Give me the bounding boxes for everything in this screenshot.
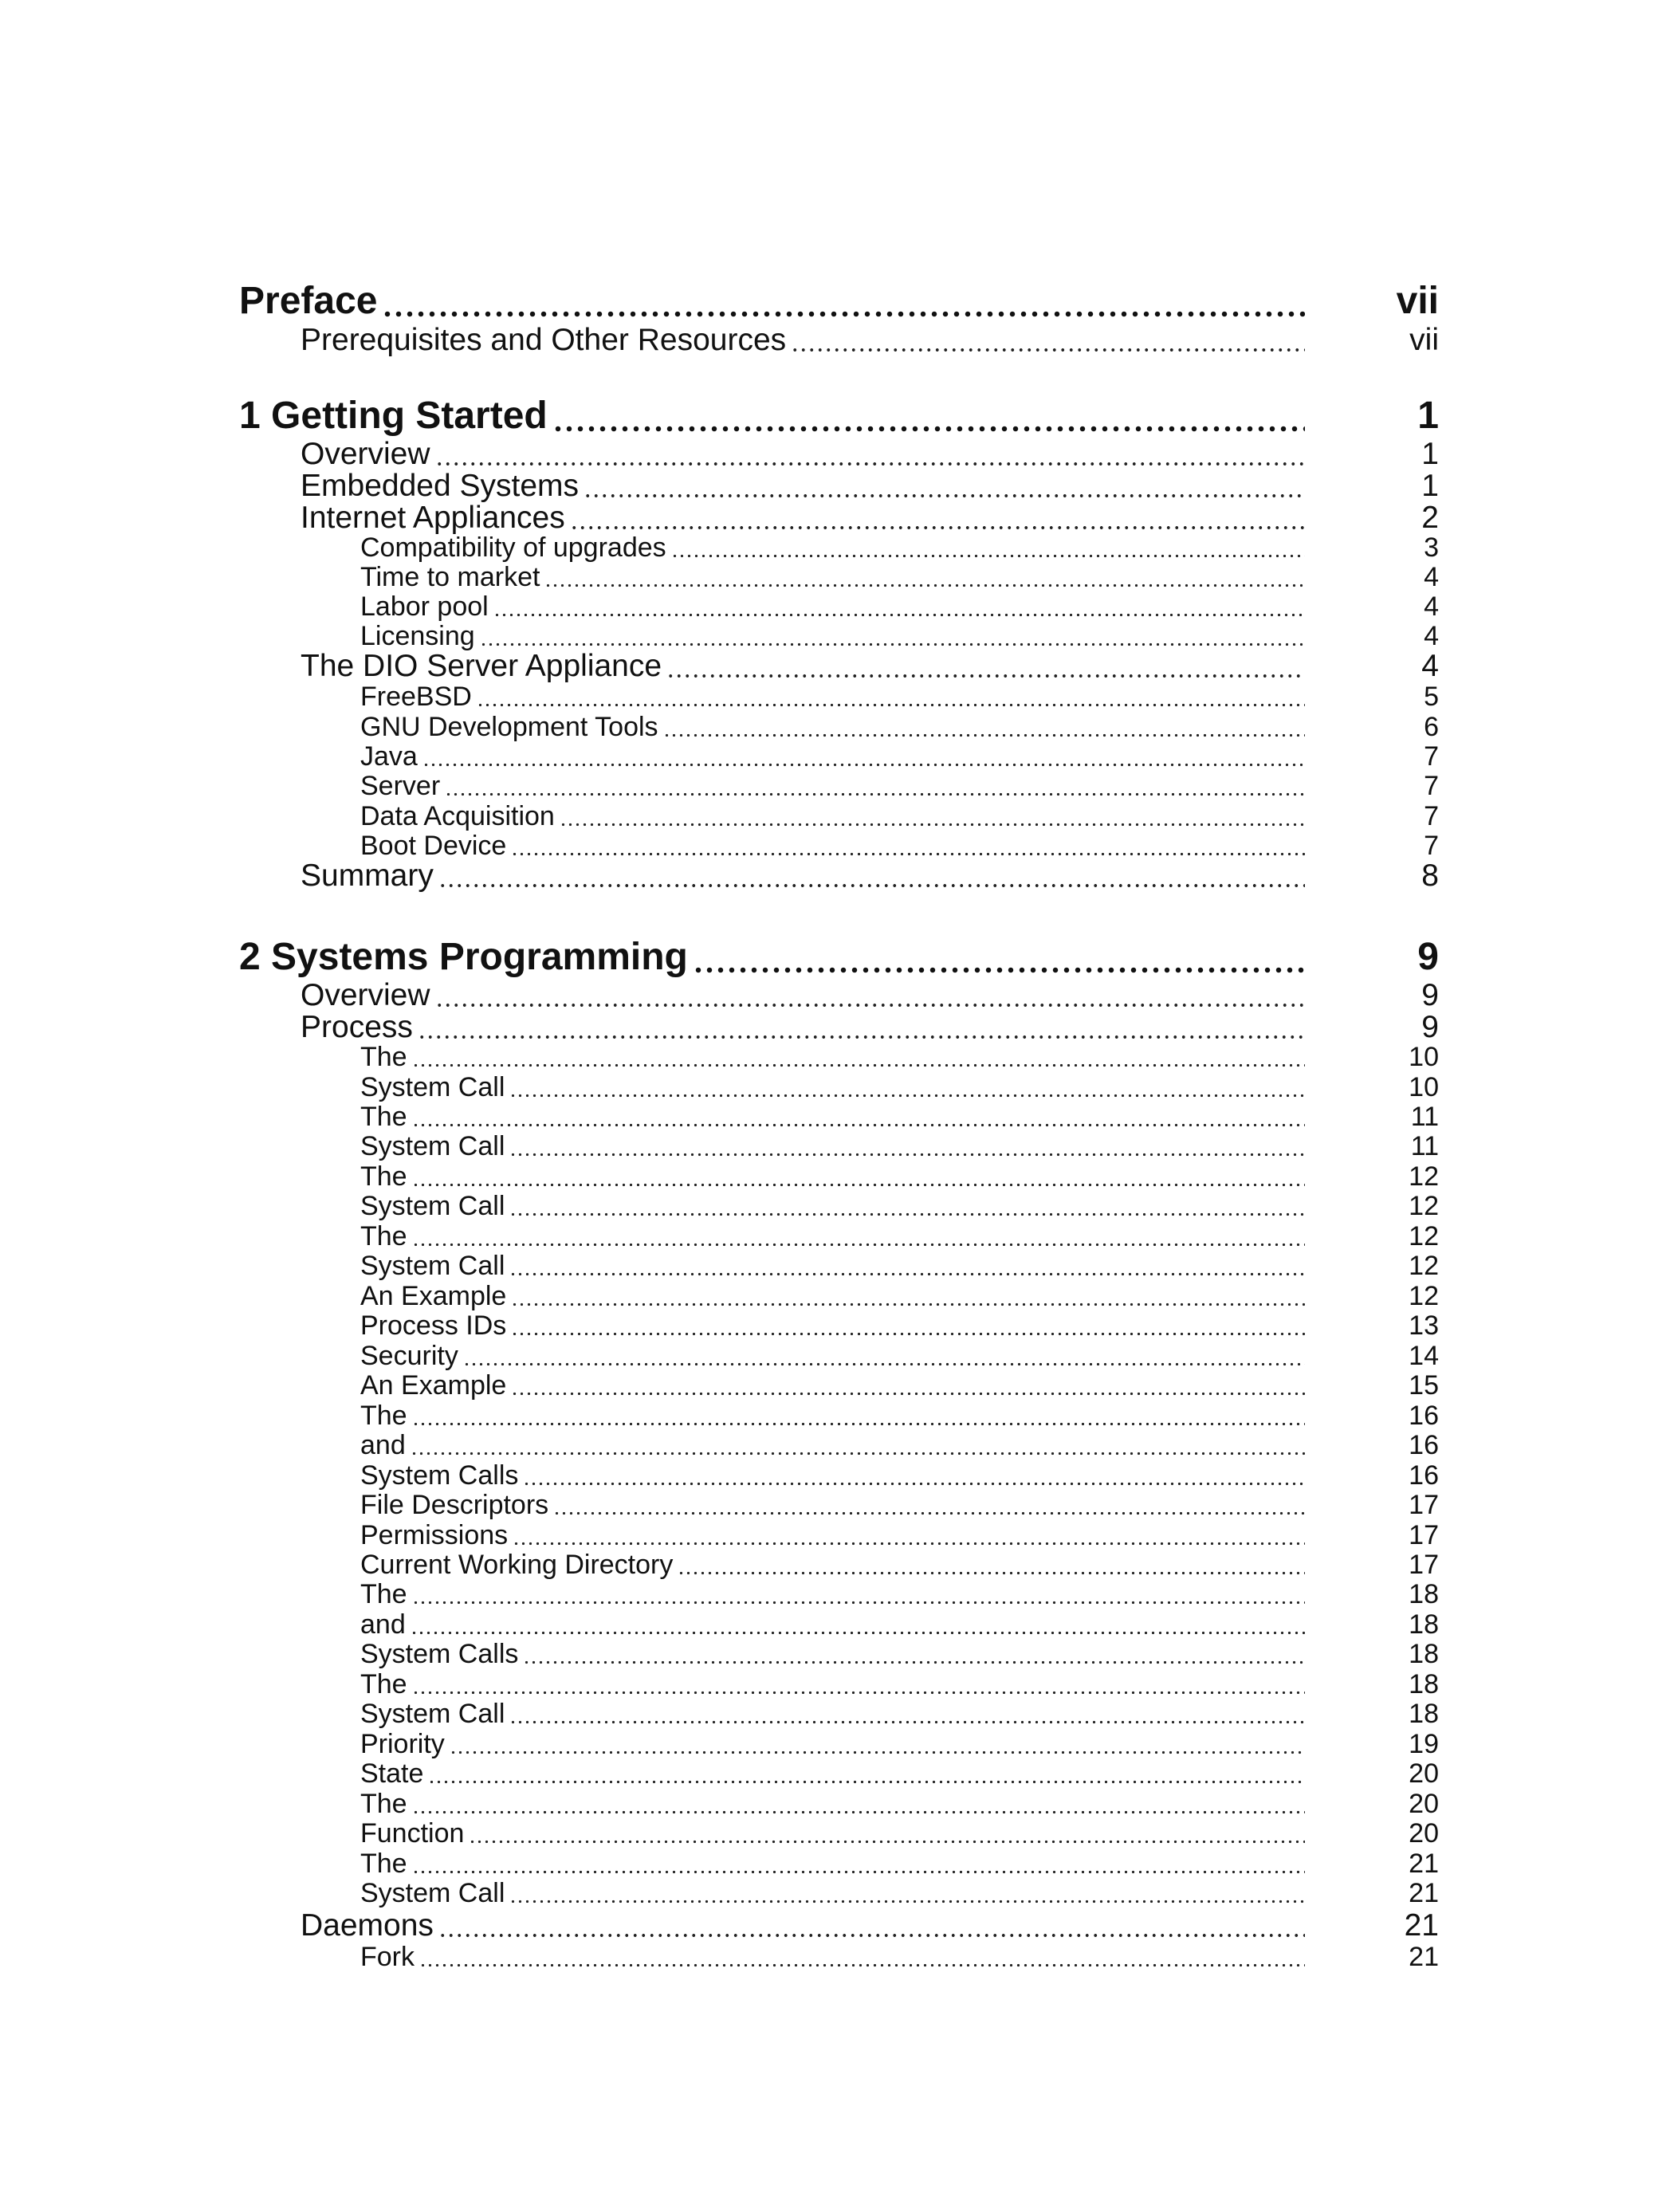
toc-entry-page-number: 5 — [1424, 682, 1439, 712]
leader-dots — [570, 525, 1305, 530]
toc-entry-page-number: 21 — [1409, 1878, 1439, 1908]
toc-entry-page-number: 7 — [1424, 741, 1439, 772]
toc-entry-title: System Call — [360, 1251, 505, 1281]
toc-entry-page-number: 3 — [1424, 532, 1439, 563]
toc-entry-page-number: 7 — [1424, 831, 1439, 861]
toc-entry-page-number: 17 — [1409, 1520, 1439, 1550]
leader-dots — [666, 674, 1305, 678]
toc-entry-process-ids[interactable] — [360, 1309, 1439, 1341]
toc-entry-the[interactable] — [360, 1668, 1439, 1699]
toc-entry-title: An Example — [360, 1281, 507, 1311]
leader-dots — [693, 967, 1305, 973]
toc-entry-title: System Call — [360, 1131, 505, 1161]
leader-dots — [469, 1840, 1305, 1844]
toc-entry-title: System Call — [360, 1191, 505, 1221]
toc-entry-page-number: 11 — [1410, 1102, 1439, 1132]
toc-entry-compatibility-of-upgrades[interactable] — [360, 531, 1439, 563]
toc-entry-process[interactable] — [301, 1008, 1439, 1044]
toc-entry-page-number: 20 — [1409, 1758, 1439, 1789]
toc-entry-system-calls[interactable] — [360, 1637, 1439, 1669]
toc-entry-state[interactable] — [360, 1757, 1439, 1789]
toc-entry-title: Server — [360, 771, 441, 801]
toc-entry-title: The DIO Server Appliance — [301, 649, 662, 683]
leader-dots — [463, 1362, 1305, 1366]
toc-entry-and[interactable] — [360, 1428, 1439, 1460]
toc-entry-page-number: 9 — [1421, 1010, 1439, 1044]
toc-entry-page-number: 7 — [1424, 801, 1439, 831]
toc-entry-title: State — [360, 1758, 424, 1789]
toc-entry-page-number: 10 — [1409, 1072, 1439, 1102]
toc-entry-system-call[interactable] — [360, 1697, 1439, 1729]
toc-entry-system-call[interactable] — [360, 1876, 1439, 1908]
toc-entry-title: FreeBSD — [360, 682, 472, 712]
toc-entry-title: Process — [301, 1010, 413, 1044]
toc-entry-the[interactable] — [360, 1847, 1439, 1879]
toc-entry-time-to-market[interactable] — [360, 560, 1439, 592]
toc-entry-title: Internet Appliances — [301, 501, 565, 535]
leader-dots — [412, 1123, 1305, 1127]
leader-dots — [511, 1392, 1305, 1396]
toc-entry-licensing[interactable] — [360, 619, 1439, 651]
leader-dots — [412, 1063, 1305, 1067]
toc-entry-title: The — [360, 1669, 407, 1699]
leader-dots — [791, 348, 1305, 352]
toc-entry-title: Daemons — [301, 1908, 434, 1943]
toc-entry-page-number: 21 — [1404, 1908, 1439, 1943]
toc-entry-title: System Call — [360, 1072, 505, 1102]
leader-dots — [509, 1272, 1305, 1276]
toc-entry-title: and — [360, 1430, 406, 1460]
toc-entry-internet-appliances[interactable] — [301, 498, 1439, 535]
toc-entry-the[interactable] — [360, 1787, 1439, 1819]
toc-entry-overview[interactable] — [301, 434, 1439, 471]
toc-entry-title: Overview — [301, 437, 430, 471]
toc-entry-page-number: 18 — [1409, 1609, 1439, 1640]
toc-entry-title: Embedded Systems — [301, 469, 580, 503]
toc-entry-java[interactable] — [360, 740, 1439, 772]
toc-entry-the[interactable] — [360, 1399, 1439, 1431]
toc-entry-page-number: 2 — [1421, 501, 1439, 535]
toc-entry-system-call[interactable] — [360, 1249, 1439, 1281]
leader-dots — [553, 1511, 1305, 1515]
toc-entry-overview[interactable] — [301, 976, 1439, 1012]
leader-dots — [560, 823, 1305, 827]
toc-entry-title: Boot Device — [360, 831, 507, 861]
toc-entry-page-number: 20 — [1409, 1789, 1439, 1819]
toc-chapter-2-systems-programming[interactable] — [239, 932, 1439, 978]
toc-entry-title: The — [360, 1102, 407, 1132]
toc-entry-page-number: 12 — [1409, 1251, 1439, 1281]
toc-entry-title: The — [360, 1161, 407, 1192]
leader-dots — [544, 583, 1305, 587]
leader-dots — [422, 763, 1305, 767]
toc-entry-page-number: 12 — [1409, 1191, 1439, 1221]
toc-entry-security[interactable] — [360, 1339, 1439, 1371]
toc-entry-page-number: 17 — [1409, 1550, 1439, 1580]
toc-entry-title: Time to market — [360, 562, 540, 592]
toc-entry-the-dio-server-appliance[interactable] — [301, 646, 1439, 683]
toc-entry-embedded-systems[interactable] — [301, 466, 1439, 503]
toc-chapter-1-getting-started[interactable] — [239, 391, 1439, 437]
leader-dots — [523, 1482, 1305, 1486]
toc-entry-page-number: 9 — [1417, 936, 1439, 978]
toc-entry-title: 1 Getting Started — [239, 395, 548, 437]
toc-entry-title: System Calls — [360, 1460, 519, 1491]
toc-entry-prerequisites-and-other-resources[interactable] — [301, 320, 1439, 357]
toc-entry-page-number: 21 — [1409, 1942, 1439, 1972]
toc-entry-the[interactable] — [360, 1040, 1439, 1072]
toc-entry-title: The — [360, 1789, 407, 1819]
toc-entry-page-number: 13 — [1409, 1310, 1439, 1341]
toc-entry-page-number: 9 — [1421, 978, 1439, 1012]
toc-entry-title: Preface — [239, 280, 378, 322]
toc-entry-page-number: 4 — [1424, 562, 1439, 592]
toc-entry-title: Process IDs — [360, 1310, 507, 1341]
toc-entry-gnu-development-tools[interactable] — [360, 710, 1439, 742]
leader-dots — [411, 1631, 1305, 1635]
leader-dots — [509, 1212, 1305, 1216]
toc-entry-and[interactable] — [360, 1608, 1439, 1640]
leader-dots — [450, 1750, 1305, 1754]
toc-entry-page-number: 19 — [1409, 1729, 1439, 1759]
toc-entry-function[interactable] — [360, 1817, 1439, 1849]
toc-entry-an-example[interactable] — [360, 1369, 1439, 1401]
toc-entry-title: The — [360, 1849, 407, 1879]
leader-dots — [411, 1452, 1305, 1456]
toc-entry-title: Labor pool — [360, 591, 489, 622]
toc-entry-page-number: 6 — [1424, 712, 1439, 742]
toc-entry-title: Function — [360, 1818, 465, 1849]
toc-entry-title: Compatibility of upgrades — [360, 532, 666, 563]
toc-entry-title: Java — [360, 741, 418, 772]
leader-dots — [523, 1660, 1305, 1664]
toc-entry-page-number: 16 — [1409, 1401, 1439, 1431]
toc-entry-title: Data Acquisition — [360, 801, 555, 831]
leader-dots — [513, 1542, 1305, 1546]
leader-dots — [445, 792, 1305, 796]
leader-dots — [663, 733, 1305, 737]
leader-dots — [509, 1900, 1305, 1904]
toc-entry-page-number: 14 — [1409, 1341, 1439, 1371]
toc-entry-page-number: 17 — [1409, 1490, 1439, 1520]
toc-entry-fork[interactable] — [360, 1940, 1439, 1972]
toc-entry-page-number: 11 — [1410, 1131, 1439, 1161]
toc-entry-title: File Descriptors — [360, 1490, 549, 1520]
leader-dots — [438, 883, 1305, 888]
toc-entry-page-number: 4 — [1421, 649, 1439, 683]
toc-entry-page-number: 1 — [1417, 395, 1439, 437]
toc-entry-the[interactable] — [360, 1220, 1439, 1251]
toc-entry-title: Fork — [360, 1942, 415, 1972]
toc-entry-title: Overview — [301, 978, 430, 1012]
toc-entry-system-calls[interactable] — [360, 1459, 1439, 1491]
leader-dots — [678, 1571, 1305, 1575]
leader-dots — [428, 1780, 1305, 1784]
toc-entry-an-example[interactable] — [360, 1279, 1439, 1311]
leader-dots — [477, 703, 1305, 707]
leader-dots — [382, 311, 1305, 317]
toc-entry-server[interactable] — [360, 769, 1439, 801]
leader-dots — [509, 1720, 1305, 1724]
toc-entry-title: System Call — [360, 1878, 505, 1908]
leader-dots — [509, 1153, 1305, 1157]
toc-entry-page-number: 16 — [1409, 1460, 1439, 1491]
toc-entry-page-number: vii — [1396, 280, 1439, 322]
toc-entry-title: Summary — [301, 858, 434, 893]
toc-entry-page-number: 16 — [1409, 1430, 1439, 1460]
toc-entry-file-descriptors[interactable] — [360, 1488, 1439, 1520]
toc-entry-page-number: 4 — [1424, 591, 1439, 622]
toc-entry-page-number: 12 — [1409, 1161, 1439, 1192]
toc-entry-page-number: vii — [1409, 323, 1439, 357]
leader-dots — [511, 1332, 1305, 1336]
toc-entry-page-number: 18 — [1409, 1669, 1439, 1699]
leader-dots — [511, 1302, 1305, 1306]
toc-entry-title: The — [360, 1579, 407, 1609]
leader-dots — [438, 1933, 1305, 1938]
leader-dots — [509, 1094, 1305, 1098]
toc-entry-system-call[interactable] — [360, 1130, 1439, 1161]
toc-entry-daemons[interactable] — [301, 1906, 1439, 1943]
toc-entry-boot-device[interactable] — [360, 829, 1439, 861]
toc-entry-page-number: 1 — [1421, 469, 1439, 503]
toc-entry-freebsd[interactable] — [360, 680, 1439, 712]
toc-entry-page-number: 1 — [1421, 437, 1439, 471]
toc-entry-permissions[interactable] — [360, 1519, 1439, 1550]
toc-entry-title: Permissions — [360, 1520, 509, 1550]
toc-entry-page-number: 8 — [1421, 858, 1439, 893]
leader-dots — [412, 1183, 1305, 1187]
toc-entry-page-number: 4 — [1424, 621, 1439, 651]
toc-entry-title: Licensing — [360, 621, 475, 651]
toc-entry-title: GNU Development Tools — [360, 712, 658, 742]
toc-entry-priority[interactable] — [360, 1727, 1439, 1759]
toc-entry-data-acquisition[interactable] — [360, 800, 1439, 831]
toc-entry-title: The — [360, 1401, 407, 1431]
toc-entry-system-call[interactable] — [360, 1071, 1439, 1102]
leader-dots — [412, 1810, 1305, 1814]
toc-entry-title: An Example — [360, 1370, 507, 1401]
toc-entry-title: The — [360, 1042, 407, 1072]
toc-entry-title: Security — [360, 1341, 458, 1371]
toc-entry-the[interactable] — [360, 1100, 1439, 1132]
leader-dots — [671, 554, 1305, 558]
toc-entry-title: Priority — [360, 1729, 445, 1759]
toc-entry-page-number: 12 — [1409, 1221, 1439, 1251]
toc-entry-page-number: 12 — [1409, 1281, 1439, 1311]
toc-entry-page-number: 18 — [1409, 1579, 1439, 1609]
toc-entry-title: 2 Systems Programming — [239, 936, 688, 978]
toc-entry-labor-pool[interactable] — [360, 590, 1439, 622]
toc-entry-the[interactable] — [360, 1577, 1439, 1609]
toc-entry-current-working-directory[interactable] — [360, 1548, 1439, 1580]
toc-entry-title: System Calls — [360, 1639, 519, 1669]
toc-entry-system-call[interactable] — [360, 1189, 1439, 1221]
toc-chapter-preface[interactable] — [239, 276, 1439, 322]
toc-entry-page-number: 18 — [1409, 1699, 1439, 1729]
toc-entry-summary[interactable] — [301, 856, 1439, 893]
leader-dots — [419, 1963, 1305, 1967]
leader-dots — [412, 1422, 1305, 1426]
toc-entry-page-number: 20 — [1409, 1818, 1439, 1849]
toc-entry-page-number: 10 — [1409, 1042, 1439, 1072]
toc-entry-title: Current Working Directory — [360, 1550, 674, 1580]
leader-dots — [412, 1243, 1305, 1247]
leader-dots — [412, 1601, 1305, 1605]
leader-dots — [493, 613, 1305, 617]
toc-entry-the[interactable] — [360, 1160, 1439, 1192]
leader-dots — [418, 1035, 1305, 1039]
toc-entry-title: The — [360, 1221, 407, 1251]
leader-dots — [412, 1691, 1305, 1695]
toc-entry-page-number: 21 — [1409, 1849, 1439, 1879]
toc-entry-title: System Call — [360, 1699, 505, 1729]
toc-entry-title: Prerequisites and Other Resources — [301, 323, 787, 357]
toc-entry-page-number: 18 — [1409, 1639, 1439, 1669]
leader-dots — [552, 426, 1305, 432]
toc-entry-title: and — [360, 1609, 406, 1640]
toc-entry-page-number: 7 — [1424, 771, 1439, 801]
leader-dots — [412, 1870, 1305, 1874]
toc-entry-page-number: 15 — [1409, 1370, 1439, 1401]
